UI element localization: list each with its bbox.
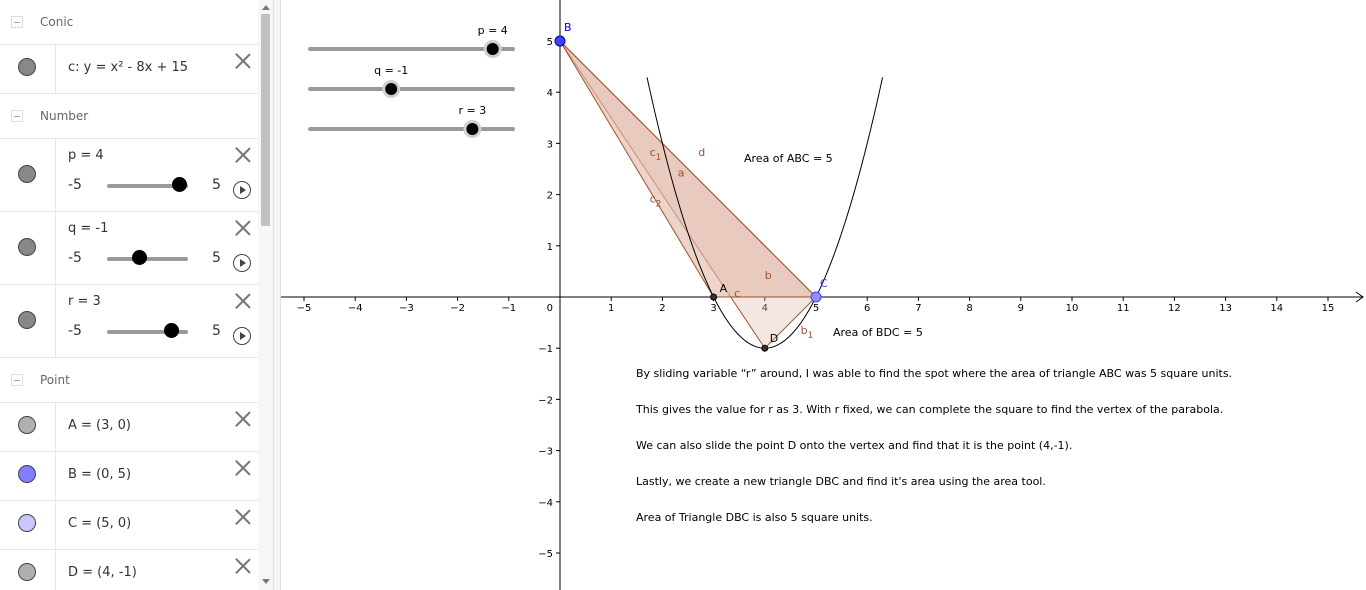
point-label-b: B [564, 21, 572, 34]
algebra-item-conic[interactable] [0, 45, 258, 94]
algebra-item-slider-p[interactable] [0, 139, 258, 212]
y-tick-label: −5 [538, 549, 553, 560]
algebra-item-slider-r[interactable] [0, 285, 258, 358]
segment-label-c2: $c_2$ [649, 192, 662, 210]
visibility-marble[interactable] [18, 416, 36, 434]
visibility-marble[interactable] [18, 563, 36, 581]
slider-definition[interactable]: q = -1 [68, 221, 109, 236]
x-tick-label: 4 [761, 303, 768, 314]
slider-min: -5 [68, 250, 82, 266]
graphics-slider-label: r = 3 [458, 104, 487, 117]
graphics-slider-p[interactable] [310, 24, 513, 58]
triangle-abc[interactable] [560, 41, 816, 297]
delete-icon[interactable] [234, 292, 252, 310]
delete-icon[interactable] [234, 508, 252, 526]
delete-icon[interactable] [234, 410, 252, 428]
slider-track[interactable] [107, 257, 188, 261]
x-tick-label: 15 [1321, 303, 1335, 314]
graphics-slider-knob[interactable] [385, 83, 397, 95]
algebra-item-point-b[interactable] [0, 452, 258, 501]
segment-label-c1: $c_1$ [649, 146, 662, 164]
slider-min: -5 [68, 177, 82, 193]
y-tick-label: 2 [546, 190, 553, 202]
graphics-slider-label: p = 4 [477, 24, 508, 37]
slider-max: 5 [212, 250, 221, 266]
play-icon[interactable] [233, 254, 251, 272]
play-icon[interactable] [233, 181, 251, 199]
point-label-c: C [820, 277, 828, 290]
x-tick-label: 7 [915, 303, 922, 314]
segment-label-a: a [677, 166, 685, 180]
delete-icon[interactable] [234, 146, 252, 164]
collapse-toggle[interactable] [11, 374, 23, 386]
y-tick-label: −2 [538, 395, 553, 407]
note-text: Lastly, we create a new triangle DBC and find it's area using the area tool. [636, 475, 1046, 488]
note-text: By sliding variable “r” around, I was able to find the spot where the area of triangle ABC was 5 square units. [636, 367, 1233, 380]
y-tick-label: −4 [538, 497, 553, 509]
x-tick-label: −1 [501, 303, 517, 314]
x-tick-label: −4 [347, 303, 363, 314]
visibility-marble[interactable] [18, 58, 36, 76]
scroll-thumb[interactable] [261, 14, 270, 226]
x-tick-label: 3 [710, 303, 717, 314]
play-icon[interactable] [233, 327, 251, 345]
x-tick-label: 14 [1270, 303, 1284, 314]
x-tick-label: −3 [399, 303, 414, 314]
area-bdc-text: Area of BDC = 5 [833, 326, 923, 339]
slider-definition[interactable]: r = 3 [68, 294, 101, 309]
slider-knob[interactable] [164, 323, 179, 338]
point-label-a: A [719, 282, 728, 295]
delete-icon[interactable] [234, 52, 252, 70]
y-tick-label: −1 [538, 344, 553, 356]
delete-icon[interactable] [234, 459, 252, 477]
x-tick-label: −5 [296, 303, 312, 314]
x-tick-label: −2 [450, 303, 465, 314]
x-tick-label: 5 [812, 303, 820, 314]
x-tick-label: 11 [1116, 303, 1130, 314]
algebra-item-slider-q[interactable] [0, 212, 258, 285]
visibility-marble[interactable] [18, 165, 36, 183]
point-definition[interactable]: D = (4, -1) [68, 565, 137, 580]
segment-label-b: b [764, 269, 772, 283]
algebra-scrollbar[interactable] [258, 0, 273, 590]
group-label: Point [40, 373, 70, 387]
slider-knob[interactable] [132, 250, 147, 265]
graphics-slider-knob[interactable] [466, 123, 478, 135]
point-d[interactable] [762, 345, 768, 351]
algebra-item-point-d[interactable] [0, 550, 258, 590]
x-tick-label: 1 [608, 303, 615, 314]
slider-min: -5 [68, 323, 82, 339]
slider-max: 5 [212, 323, 221, 339]
segment-label-b1: $b_1$ [800, 323, 814, 341]
visibility-marble[interactable] [18, 238, 36, 256]
algebra-item-point-a[interactable] [0, 403, 258, 452]
segment-label-d: d [698, 146, 706, 160]
number-group-header[interactable] [0, 94, 258, 139]
x-tick-label: 13 [1219, 303, 1232, 314]
slider-definition[interactable]: p = 4 [68, 148, 104, 163]
y-tick-label: 4 [546, 88, 553, 100]
point-definition[interactable]: A = (3, 0) [68, 418, 132, 433]
group-label: Conic [40, 15, 74, 29]
point-a[interactable] [711, 294, 717, 300]
x-tick-label: 9 [1017, 303, 1024, 314]
visibility-marble[interactable] [18, 514, 36, 532]
collapse-toggle[interactable] [11, 110, 23, 122]
point-group-header[interactable] [0, 358, 258, 403]
origin-label: 0 [546, 303, 553, 314]
note-text: This gives the value for r as 3. With r fixed, we can complete the square to find the vertex of the parabola. [636, 403, 1224, 416]
segment-label-c: c [734, 287, 741, 300]
scroll-up-icon[interactable] [262, 5, 270, 10]
area-abc-text: Area of ABC = 5 [744, 152, 833, 165]
y-tick-label: 3 [546, 139, 553, 151]
scroll-down-icon[interactable] [262, 579, 270, 584]
x-tick-label: 2 [659, 303, 666, 314]
y-tick-label: −3 [538, 446, 553, 458]
group-label: Number [40, 109, 89, 123]
note-text: Area of Triangle DBC is also 5 square units. [636, 511, 873, 524]
collapse-toggle[interactable] [11, 16, 23, 28]
point-definition[interactable]: C = (5, 0) [68, 516, 132, 531]
delete-icon[interactable] [234, 219, 252, 237]
x-tick-label: 6 [864, 303, 871, 314]
graphics-slider-label: q = -1 [374, 64, 409, 77]
delete-icon[interactable] [234, 557, 252, 575]
graphics-slider-q[interactable] [310, 64, 513, 98]
algebra-item-point-c[interactable] [0, 501, 258, 550]
x-tick-label: 10 [1065, 303, 1079, 314]
algebra-view [0, 0, 258, 590]
slider-max: 5 [212, 177, 221, 193]
note-text: We can also slide the point D onto the vertex and find that it is the point (4,-1). [636, 439, 1073, 452]
slider-knob[interactable] [172, 177, 187, 192]
y-tick-label: 5 [546, 37, 553, 48]
graphics-slider-r[interactable] [310, 104, 513, 138]
view-splitter[interactable] [273, 0, 281, 590]
notes [635, 367, 1232, 524]
point-c[interactable] [811, 292, 821, 302]
graphics-slider-knob[interactable] [487, 43, 499, 55]
point-definition[interactable]: B = (0, 5) [68, 467, 132, 482]
x-tick-label: 8 [966, 303, 973, 314]
conic-definition[interactable]: c: y = x² - 8x + 15 [68, 60, 189, 75]
point-label-d: D [769, 332, 779, 346]
visibility-marble[interactable] [18, 465, 36, 483]
conic-group-header[interactable] [0, 0, 258, 45]
x-tick-label: 12 [1168, 303, 1181, 314]
y-tick-label: 1 [546, 241, 553, 253]
visibility-marble[interactable] [18, 311, 36, 329]
point-b[interactable] [555, 36, 565, 46]
